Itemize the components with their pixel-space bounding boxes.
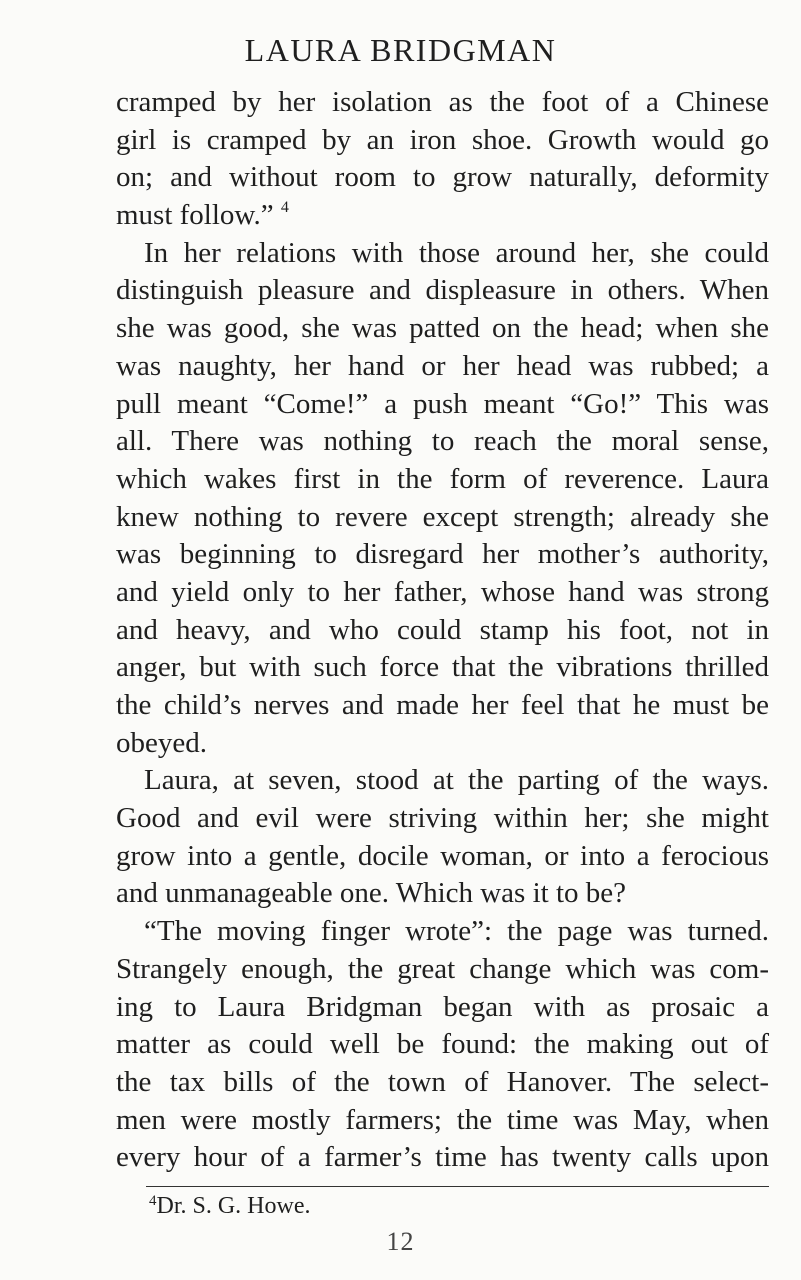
text-line [116, 84, 769, 122]
text-line [116, 612, 769, 650]
text-line [116, 875, 769, 913]
text-line-content: ing to Laura Bridgman began with as prosaic a [116, 990, 769, 1023]
text-line-content: and unmanageable one. Which was it to be? [116, 877, 627, 910]
text-line-content: on; and without room to grow naturally, deformity [116, 161, 769, 194]
text-line [116, 951, 769, 989]
text-line-content: and heavy, and who could stamp his foot, not in [116, 613, 769, 646]
text-line-content: every hour of a farmer’s time has twenty calls upon [116, 1141, 769, 1174]
text-line-content: must follow.” [116, 199, 274, 232]
text-line [116, 159, 769, 197]
text-line-content: anger, but with such force that the vibrations thrilled [116, 651, 769, 684]
text-line [116, 499, 769, 537]
text-line [116, 649, 769, 687]
text-line-content: Laura, at seven, stood at the parting of the ways. [144, 764, 769, 797]
text-line-content: grow into a gentle, docile woman, or into a ferocious [116, 839, 769, 872]
text-line-content: girl is cramped by an iron shoe. Growth would go [116, 123, 769, 156]
text-line [116, 1064, 769, 1102]
text-line [116, 989, 769, 1027]
text-line-content: In her relations with those around her, she could [144, 236, 769, 269]
text-line-content: was beginning to disregard her mother’s authority, [116, 538, 769, 571]
text-line-content: the tax bills of the town of Hanover. The select- [116, 1065, 769, 1098]
text-line [116, 386, 769, 424]
text-line-content: and yield only to her father, whose hand was strong [116, 575, 769, 608]
text-line-content: was naughty, her hand or her head was rubbed; a [116, 349, 769, 382]
footnote-text: Dr. S. G. Howe. [156, 1193, 311, 1219]
body-text [116, 84, 769, 1177]
text-line-content: men were mostly farmers; the time was May, when [116, 1103, 769, 1136]
text-line [116, 913, 769, 951]
text-line-content: matter as could well be found: the making out of [116, 1028, 769, 1061]
text-line [116, 197, 769, 235]
text-line [116, 122, 769, 160]
text-line [116, 687, 769, 725]
text-line [116, 423, 769, 461]
text-line [116, 272, 769, 310]
text-line [116, 310, 769, 348]
page-number: 12 [386, 1227, 415, 1256]
text-line-content: distinguish pleasure and displeasure in others. When [116, 274, 769, 307]
footnote-reference: 4 [280, 199, 289, 217]
text-line-content: obeyed. [116, 726, 207, 759]
text-line [116, 536, 769, 574]
footnote [149, 1191, 311, 1224]
footnote-marker: 4 [149, 1193, 157, 1209]
text-line [116, 1139, 769, 1177]
text-line [116, 461, 769, 499]
text-line-content: which wakes first in the form of reverence. Laura [116, 462, 769, 495]
text-line [116, 574, 769, 612]
text-line-content: “The moving finger wrote”: the page was turned. [144, 915, 769, 948]
text-line [116, 1026, 769, 1064]
text-line [116, 800, 769, 838]
running-head: LAURA BRIDGMAN [244, 32, 557, 68]
text-line-content: pull meant “Come!” a push meant “Go!” This was [116, 387, 769, 420]
text-line-content: all. There was nothing to reach the moral sense, [116, 425, 769, 458]
text-line [116, 1102, 769, 1140]
text-line-content: Good and evil were striving within her; she might [116, 802, 769, 835]
text-line-content: Strangely enough, the great change which was com- [116, 952, 769, 985]
text-line [116, 235, 769, 273]
text-line-content: cramped by her isolation as the foot of a Chinese [116, 86, 769, 118]
text-line-content: knew nothing to revere except strength; already she [116, 500, 769, 533]
footnote-rule [146, 1186, 769, 1187]
text-line [116, 725, 769, 763]
text-line [116, 838, 769, 876]
text-line [116, 762, 769, 800]
text-line-content: she was good, she was patted on the head; when she [116, 312, 769, 345]
text-line [116, 348, 769, 386]
text-line-content: the child’s nerves and made her feel that he must be [116, 689, 769, 721]
